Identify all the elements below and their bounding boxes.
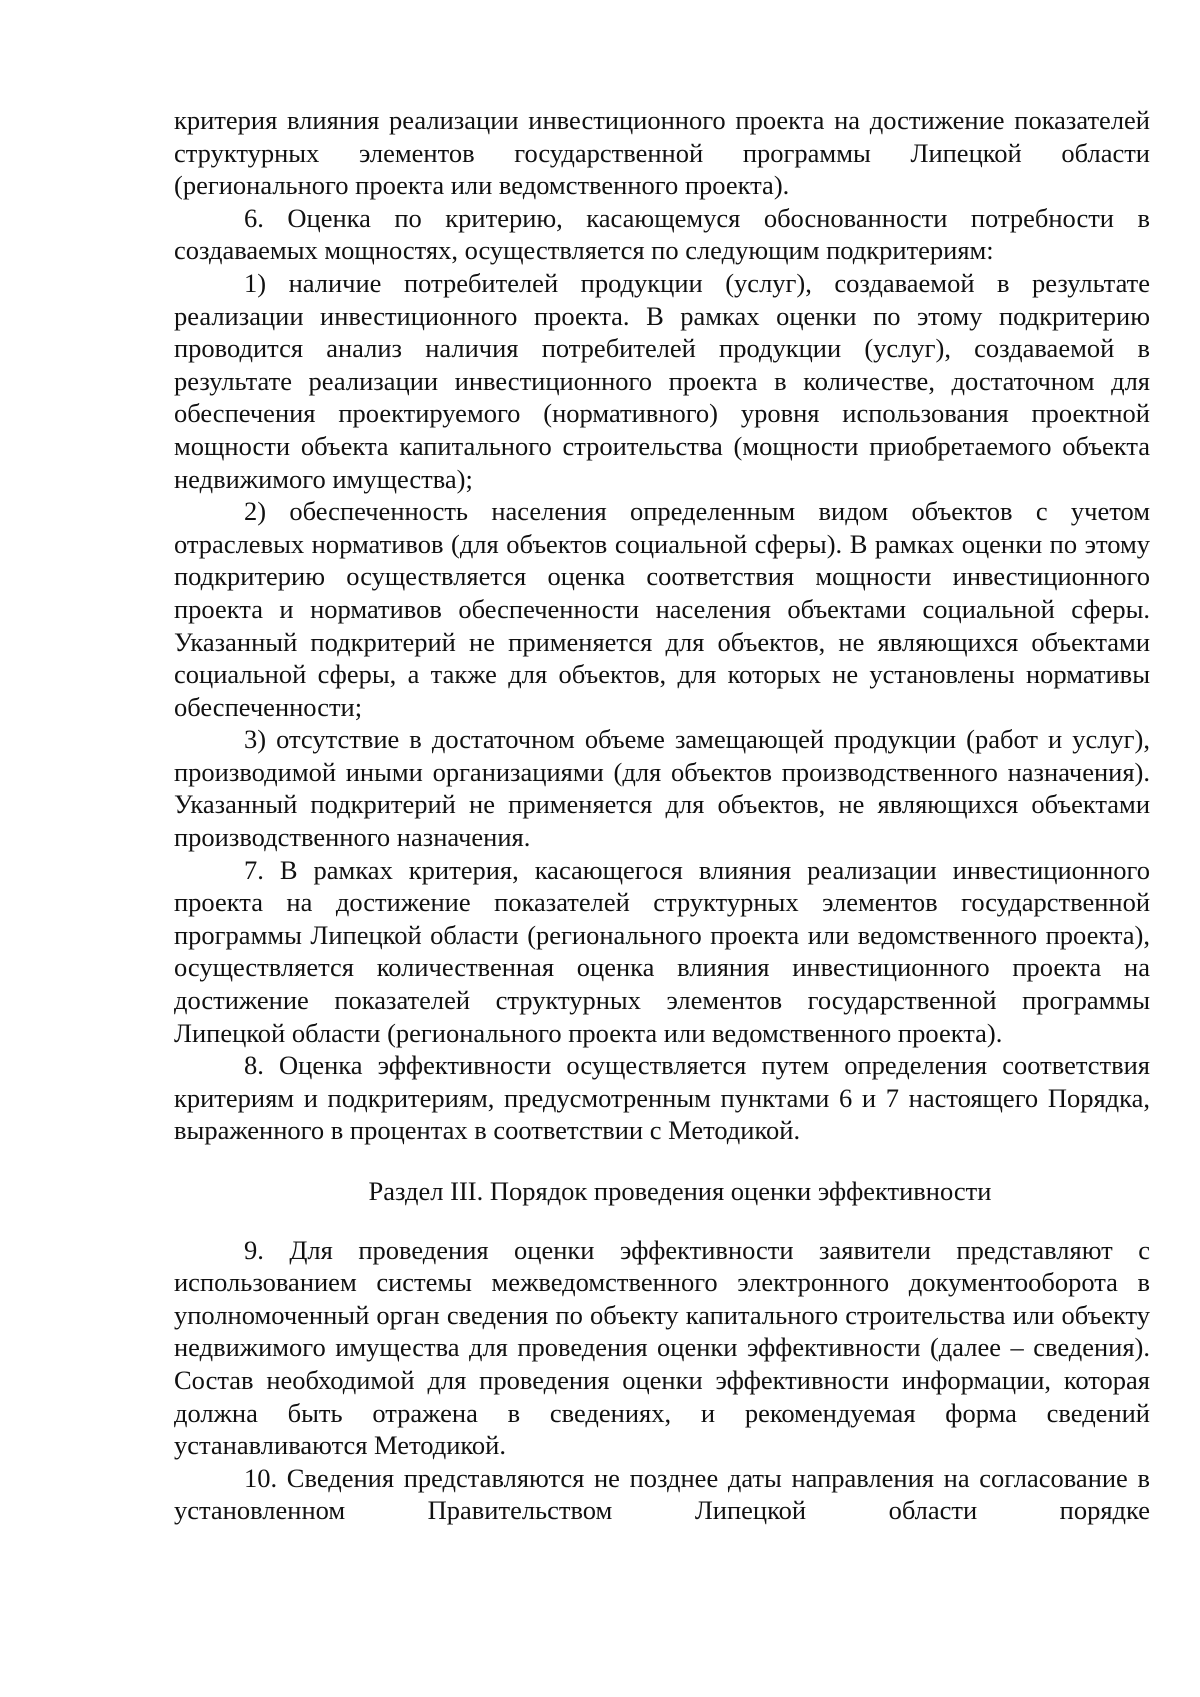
paragraph-item-6: 6. Оценка по критерию, касающемуся обоснованности потребности в создаваемых мощностях, осуществляется по следующим подкритериям: [174,202,1150,266]
paragraph-subitem-1: 1) наличие потребителей продукции (услуг), создаваемой в результате реализации инвестиционного проекта. В рамках оценки по этому подкритерию проводится анализ наличия потребителей продукции (услуг), создаваемой в результате реализации инвестиционного проекта в количестве, достаточном для обеспечения проектируемого (нормативного) уровня использования проектной мощности объекта капитального строительства (мощности приобретаемого объекта недвижимого имущества); [174,267,1150,494]
paragraph-subitem-2: 2) обеспеченность населения определенным видом объектов с учетом отраслевых нормативов (для объектов социальной сферы). В рамках оценки по этому подкритерию осуществляется оценка соответствия мощности инвестиционного проекта и нормативов обеспеченности населения объектами социальной сферы. Указанный подкритерий не применяется для объектов, не являющихся объектами социальной сферы, а также для объектов, для которых не установлены нормативы обеспеченности; [174,496,1150,722]
paragraph-item-9: 9. Для проведения оценки эффективности заявители представляют с использованием системы межведомственного электронного документооборота в уполномоченный орган сведения по объекту капитального строительства или объекту недвижимого имущества для проведения оценки эффективности (далее – сведения). Состав необходимой для проведения оценки эффективности информации, которая должна быть отражена в сведениях, и рекомендуемая форма сведений устанавливаются Методикой. [174,1234,1150,1461]
paragraph-item-8: 8. Оценка эффективности осуществляется путем определения соответствия критериям и подкритериям, предусмотренным пунктами 6 и 7 настоящего Порядка, выраженного в процентах в соответствии с Методикой. [174,1050,1150,1146]
section-heading: Раздел III. Порядок проведения оценки эффективности [368,1176,992,1206]
document-page [174,104,1150,1527]
paragraph-item-7: 7. В рамках критерия, касающегося влияния реализации инвестиционного проекта на достижение показателей структурных элементов государственной программы Липецкой области (регионального проекта или ведомственного проекта), осуществляется количественная оценка влияния инвестиционного проекта на достижение показателей структурных элементов государственной программы Липецкой области (регионального проекта или ведомственного проекта). [174,854,1150,1048]
paragraph-subitem-3: 3) отсутствие в достаточном объеме замещающей продукции (работ и услуг), производимой иными организациями (для объектов производственного назначения). Указанный подкритерий не применяется для объектов, не являющихся объектами производственного назначения. [174,724,1150,853]
paragraph-continuation: критерия влияния реализации инвестиционного проекта на достижение показателей структурных элементов государственной программы Липецкой области (регионального проекта или ведомственного проекта). [174,105,1150,201]
paragraph-item-10: 10. Сведения представляются не позднее даты направления на согласование в установленном Правительством Липецкой области порядке [174,1462,1150,1526]
